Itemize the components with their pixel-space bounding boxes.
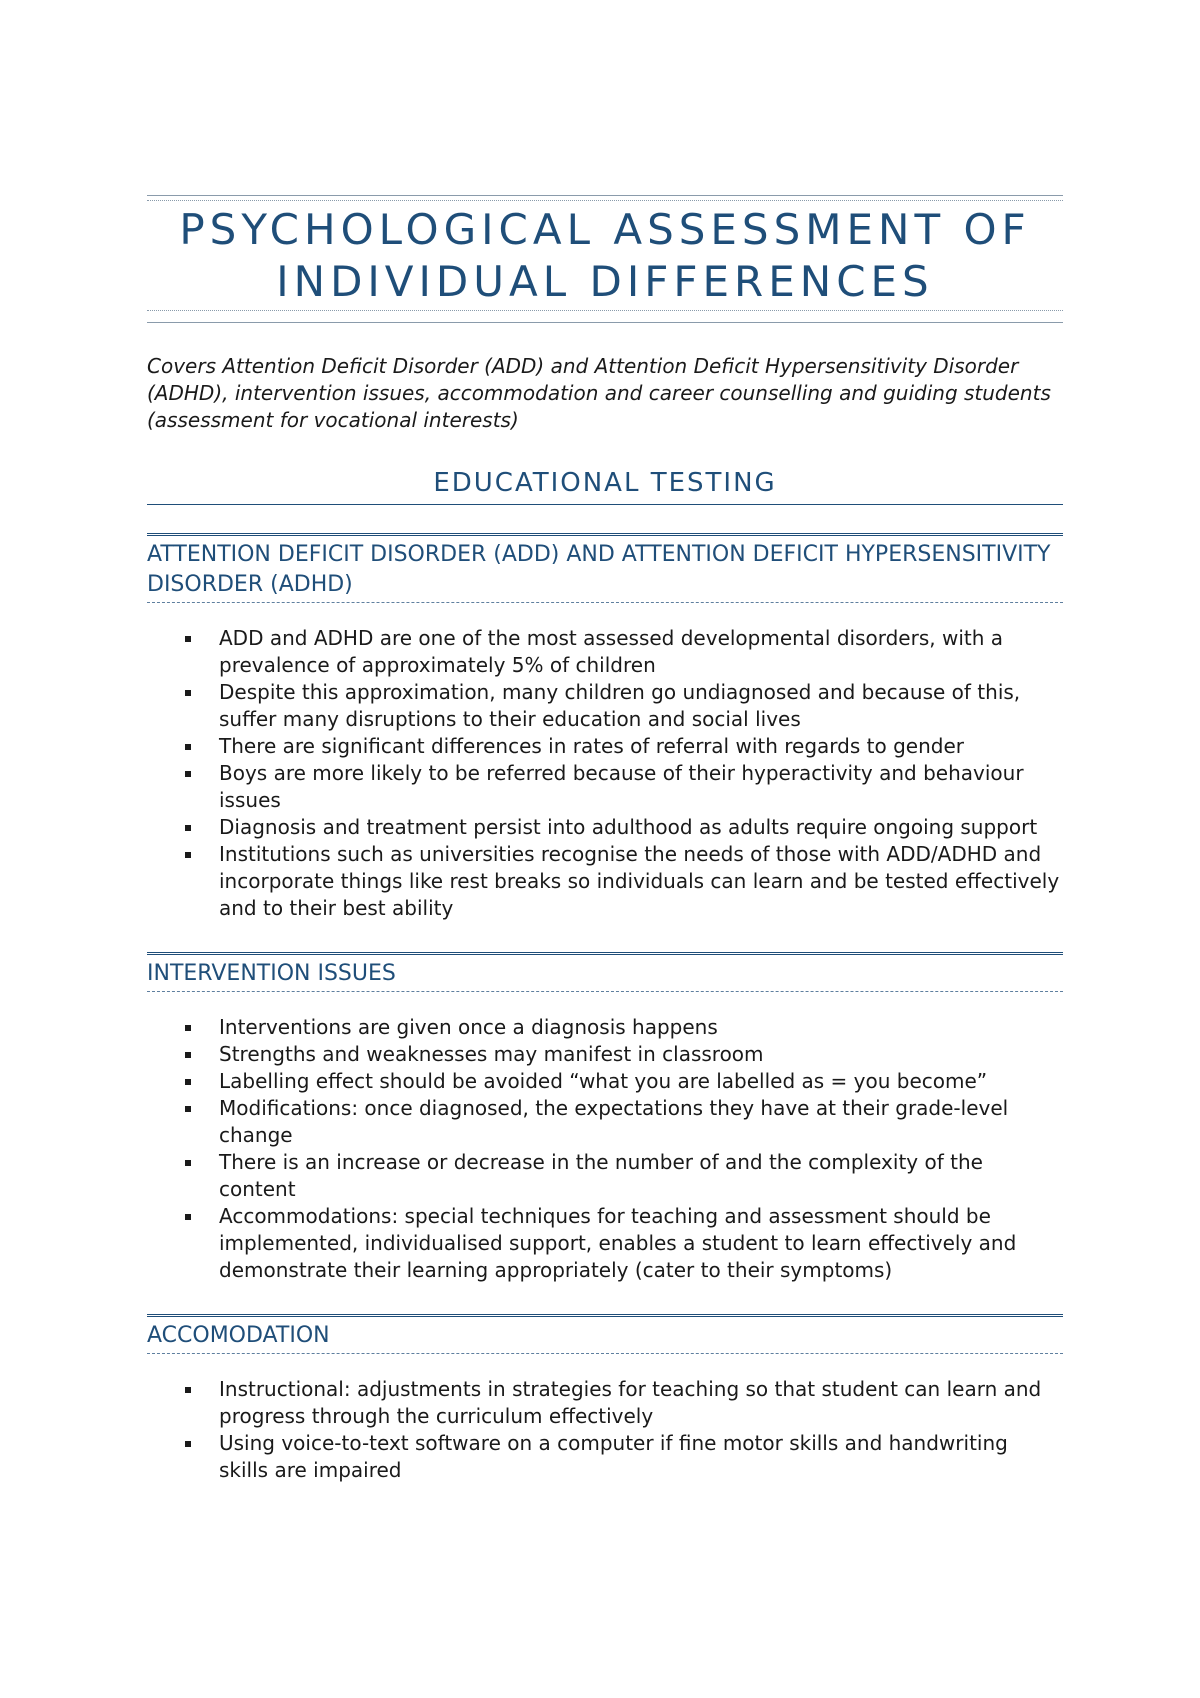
document-page [147, 195, 1063, 1514]
list-item [219, 1068, 1063, 1095]
section-heading: ACCOMODATION [147, 1314, 1063, 1354]
major-heading: EDUCATIONAL TESTING [147, 468, 1063, 505]
list-item-text: Boys are more likely to be referred because of their hyperactivity and behaviour issues [219, 761, 1024, 812]
bullet-icon [185, 1160, 191, 1166]
list-item-text: Diagnosis and treatment persist into adulthood as adults require ongoing support [219, 815, 1038, 839]
list-item [219, 1203, 1063, 1284]
bullet-icon [185, 690, 191, 696]
document-summary: Covers Attention Deficit Disorder (ADD) and Attention Deficit Hypersensitivity Disorder (ADHD), intervention issues, accommodation and career counselling and guiding students (assessment for vocational interests) [147, 354, 1051, 432]
bullet-list [147, 625, 1063, 922]
bullet-icon [185, 1106, 191, 1112]
list-item [219, 814, 1063, 841]
list-item-text: Instructional: adjustments in strategies for teaching so that student can learn and progress through the curriculum effectively [219, 1377, 1042, 1428]
bullet-icon [185, 1387, 191, 1393]
section-heading: ATTENTION DEFICIT DISORDER (ADD) AND ATTENTION DEFICIT HYPERSENSITIVITY DISORDER (ADHD) [147, 533, 1063, 603]
list-item [219, 1430, 1063, 1484]
list-item [219, 760, 1063, 814]
section-heading: INTERVENTION ISSUES [147, 952, 1063, 992]
list-item-text: Accommodations: special techniques for teaching and assessment should be implemented, individualised support, enables a student to learn effectively and demonstrate their learning appropriately (cater to their symptoms) [219, 1204, 1017, 1282]
list-item-text: Despite this approximation, many children go undiagnosed and because of this, suffer many disruptions to their education and social lives [219, 680, 1021, 731]
list-item-text: There are significant differences in rates of referral with regards to gender [219, 734, 964, 758]
list-item-text: ADD and ADHD are one of the most assessed developmental disorders, with a prevalence of approximately 5% of children [219, 626, 1004, 677]
list-item [219, 625, 1063, 679]
list-item [219, 1014, 1063, 1041]
bullet-list [147, 1376, 1063, 1484]
list-item-text: Labelling effect should be avoided “what you are labelled as = you become” [219, 1069, 988, 1093]
title-block [147, 195, 1063, 323]
list-item-text: Institutions such as universities recognise the needs of those with ADD/ADHD and incorporate things like rest breaks so individuals can learn and be tested effectively and to their best ability [219, 842, 1060, 920]
bullet-icon [185, 1214, 191, 1220]
section-accomodation [147, 1314, 1063, 1484]
list-item [219, 1149, 1063, 1203]
bullet-icon [185, 852, 191, 858]
bullet-icon [185, 744, 191, 750]
list-item [219, 1095, 1063, 1149]
bullet-icon [185, 636, 191, 642]
bullet-icon [185, 1052, 191, 1058]
title-line-2: INDIVIDUAL DIFFERENCES [276, 257, 934, 306]
section-intervention-issues [147, 952, 1063, 1284]
bullet-icon [185, 1025, 191, 1031]
list-item [219, 1376, 1063, 1430]
list-item [219, 679, 1063, 733]
list-item-text: Strengths and weaknesses may manifest in classroom [219, 1042, 764, 1066]
list-item-text: Interventions are given once a diagnosis happens [219, 1015, 718, 1039]
document-title [147, 204, 1063, 308]
list-item [219, 1041, 1063, 1068]
list-item-text: Modifications: once diagnosed, the expectations they have at their grade-level change [219, 1096, 1009, 1147]
bullet-icon [185, 825, 191, 831]
section-add-adhd [147, 533, 1063, 922]
bullet-icon [185, 1079, 191, 1085]
list-item [219, 733, 1063, 760]
bullet-icon [185, 771, 191, 777]
list-item-text: Using voice-to-text software on a computer if fine motor skills and handwriting skills are impaired [219, 1431, 1008, 1482]
list-item-text: There is an increase or decrease in the number of and the complexity of the content [219, 1150, 983, 1201]
title-line-1: PSYCHOLOGICAL ASSESSMENT OF [179, 205, 1031, 254]
bullet-icon [185, 1441, 191, 1447]
bullet-list [147, 1014, 1063, 1284]
list-item [219, 841, 1063, 922]
